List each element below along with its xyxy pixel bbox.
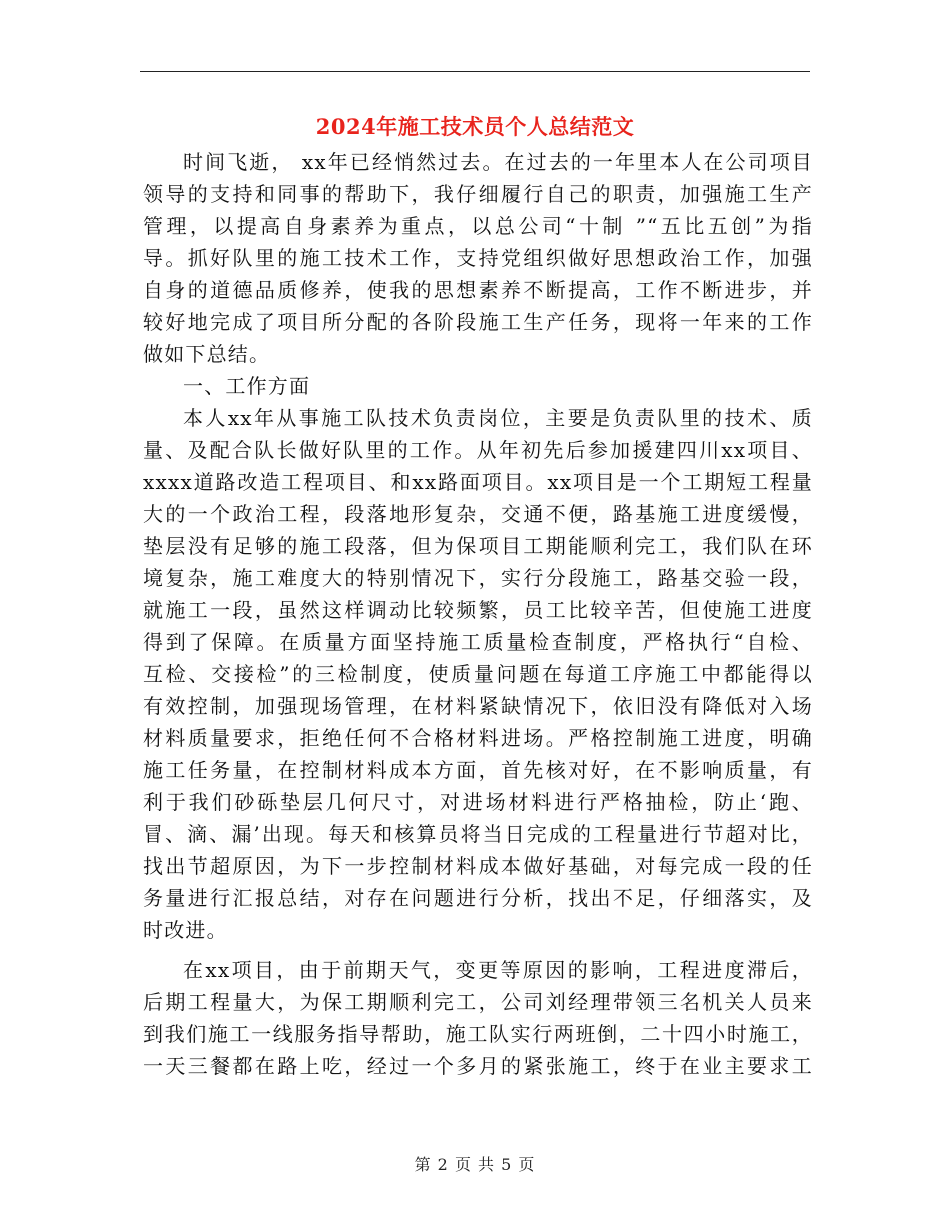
- paragraph-line: 务量进行汇报总结，对存在问题进行分析，找出不足，仔细落实，及: [143, 886, 813, 910]
- paragraph-line: 境复杂，施工难度大的特别情况下，实行分段施工，路基交验一段，: [143, 566, 813, 590]
- paragraph-line: 大的一个政治工程，段落地形复杂，交通不便，路基施工进度缓慢，: [143, 502, 813, 526]
- paragraph-line: 互检、交接检”的三检制度，使质量问题在每道工序施工中都能得以: [143, 662, 813, 686]
- document-body: [143, 146, 813, 1082]
- paragraph-line: 在xx项目，由于前期天气，变更等原因的影响，工程进度滞后，: [183, 958, 813, 982]
- paragraph-line: xxxx道路改造工程项目、和xx路面项目。xx项目是一个工期短工程量: [143, 470, 813, 494]
- document-title: 2024年施工技术员个人总结范文: [315, 114, 635, 139]
- paragraph-line: 量、及配合队长做好队里的工作。从年初先后参加援建四川xx项目、: [143, 438, 813, 462]
- paragraph-line: 领导的支持和同事的帮助下，我仔细履行自己的职责，加强施工生产: [143, 182, 813, 206]
- section-heading: 一、工作方面: [183, 374, 311, 398]
- paragraph-line: 就施工一段，虽然这样调动比较频繁，员工比较辛苦，但使施工进度: [143, 598, 813, 622]
- paragraph-line: 后期工程量大，为保工期顺利完工，公司刘经理带领三名机关人员来: [143, 990, 813, 1014]
- page-number-footer: 第 2 页 共 5 页: [414, 1155, 536, 1174]
- paragraph-line: 得到了保障。在质量方面坚持施工质量检查制度，严格执行“自检、: [143, 630, 813, 654]
- paragraph-line: 导。抓好队里的施工技术工作，支持党组织做好思想政治工作，加强: [143, 246, 813, 270]
- paragraph-line: 找出节超原因，为下一步控制材料成本做好基础，对每完成一段的任: [143, 854, 813, 878]
- paragraph-line: 做如下总结。: [143, 342, 271, 366]
- paragraph-line: 施工任务量，在控制材料成本方面，首先核对好，在不影响质量，有: [143, 758, 813, 782]
- paragraph-line: 垫层没有足够的施工段落，但为保项目工期能顺利完工，我们队在环: [143, 534, 813, 558]
- paragraph-line: 有效控制，加强现场管理，在材料紧缺情况下，依旧没有降低对入场: [143, 694, 813, 718]
- paragraph-line: 本人xx年从事施工队技术负责岗位，主要是负责队里的技术、质: [183, 406, 813, 430]
- paragraph-gap: [143, 946, 813, 954]
- paragraph-line: 利于我们砂砾垫层几何尺寸，对进场材料进行严格抽检，防止‘跑、: [143, 790, 813, 814]
- header-rule: [140, 71, 810, 72]
- paragraph-line: 到我们施工一线服务指导帮助，施工队实行两班倒，二十四小时施工，: [143, 1022, 813, 1046]
- paragraph-line: 材料质量要求，拒绝任何不合格材料进场。严格控制施工进度，明确: [143, 726, 813, 750]
- paragraph-line: 时改进。: [143, 918, 228, 942]
- paragraph-line: 较好地完成了项目所分配的各阶段施工生产任务，现将一年来的工作: [143, 310, 813, 334]
- paragraph-line: 冒、滴、漏’出现。每天和核算员将当日完成的工程量进行节超对比，: [143, 822, 813, 846]
- paragraph-line: 自身的道德品质修养，使我的思想素养不断提高，工作不断进步，并: [143, 278, 813, 302]
- paragraph-line: 管理，以提高自身素养为重点，以总公司“十制 ”“五比五创”为指: [143, 214, 813, 238]
- paragraph-line: 时间飞逝， xx年已经悄然过去。在过去的一年里本人在公司项目: [183, 150, 813, 174]
- paragraph-line: 一天三餐都在路上吃，经过一个多月的紧张施工，终于在业主要求工: [143, 1054, 813, 1078]
